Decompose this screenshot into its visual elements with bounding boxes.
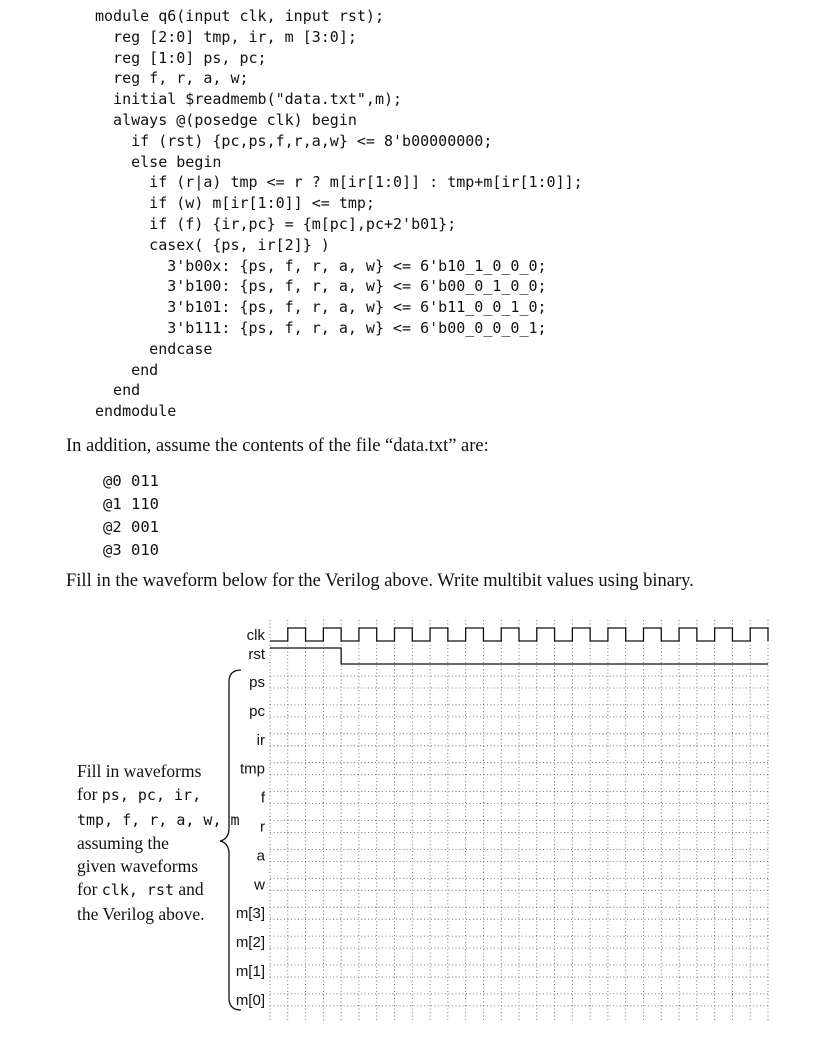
signal-label: rst xyxy=(248,646,265,663)
code-line: 3'b111: {ps, f, r, a, w} <= 6'b00_0_0_0_1; xyxy=(95,318,547,337)
signal-label: m[3] xyxy=(235,905,265,923)
signal-label: ps xyxy=(249,674,265,691)
code-line: always @(posedge clk) begin xyxy=(95,110,357,129)
signal-labels xyxy=(236,627,266,1009)
signal-label: f xyxy=(260,789,265,807)
code-line: casex( {ps, ir[2]} ) xyxy=(95,235,330,254)
file-intro-text: In addition, assume the contents of the file “data.txt” are: xyxy=(66,436,489,456)
signal-label: ir xyxy=(256,731,265,749)
data-file-line: @0 011 xyxy=(103,472,159,490)
code-line: initial $readmemb("data.txt",m); xyxy=(95,90,403,109)
signal-label: tmp xyxy=(239,760,265,778)
signal-label: clk xyxy=(246,627,265,644)
signal-label: a xyxy=(256,847,265,865)
side-note: Fill in waveforms for ps, pc, ir, tmp, f, r, a, w, m assuming the given waveforms for clk, rst and the Verilog above. xyxy=(77,761,240,924)
code-line: end xyxy=(95,381,141,400)
code-line: reg [2:0] tmp, ir, m [3:0]; xyxy=(95,27,357,46)
signal-label: m[2] xyxy=(235,934,265,952)
code-line: if (w) m[ir[1:0]] <= tmp; xyxy=(95,194,375,213)
waveform-grid xyxy=(270,620,768,1020)
signal-group-brace xyxy=(220,670,241,1010)
signal-label: w xyxy=(254,876,265,894)
code-line: 3'b00x: {ps, f, r, a, w} <= 6'b10_1_0_0_0; xyxy=(95,256,547,275)
signal-label: m[0] xyxy=(235,991,265,1009)
signal-label: m[1] xyxy=(235,963,265,980)
code-line: 3'b101: {ps, f, r, a, w} <= 6'b11_0_0_1_0; xyxy=(95,298,547,317)
code-line: if (r|a) tmp <= r ? m[ir[1:0]] : tmp+m[ir[1:0]]; xyxy=(95,173,583,192)
signal-label: pc xyxy=(249,702,265,720)
clk-trace xyxy=(270,628,768,641)
code-line: reg f, r, a, w; xyxy=(95,69,249,88)
data-file-line: @2 001 xyxy=(103,518,159,536)
data-file-line: @1 110 xyxy=(103,495,159,513)
data-file-line: @3 010 xyxy=(103,541,159,559)
code-line: endmodule xyxy=(95,402,177,421)
code-line: reg [1:0] ps, pc; xyxy=(95,48,267,67)
code-line: endcase xyxy=(95,339,213,358)
signal-label: r xyxy=(260,818,265,836)
code-line: 3'b100: {ps, f, r, a, w} <= 6'b00_0_1_0_0; xyxy=(95,277,547,296)
code-line: if (f) {ir,pc} = {m[pc],pc+2'b01}; xyxy=(95,214,457,233)
code-line: if (rst) {pc,ps,f,r,a,w} <= 8'b00000000; xyxy=(95,131,493,150)
code-line: end xyxy=(95,360,159,379)
code-line: else begin xyxy=(95,152,222,171)
code-line: module q6(input clk, input rst); xyxy=(95,7,384,25)
instruction-text: Fill in the waveform below for the Verilog above. Write multibit values using binary. xyxy=(66,571,694,591)
